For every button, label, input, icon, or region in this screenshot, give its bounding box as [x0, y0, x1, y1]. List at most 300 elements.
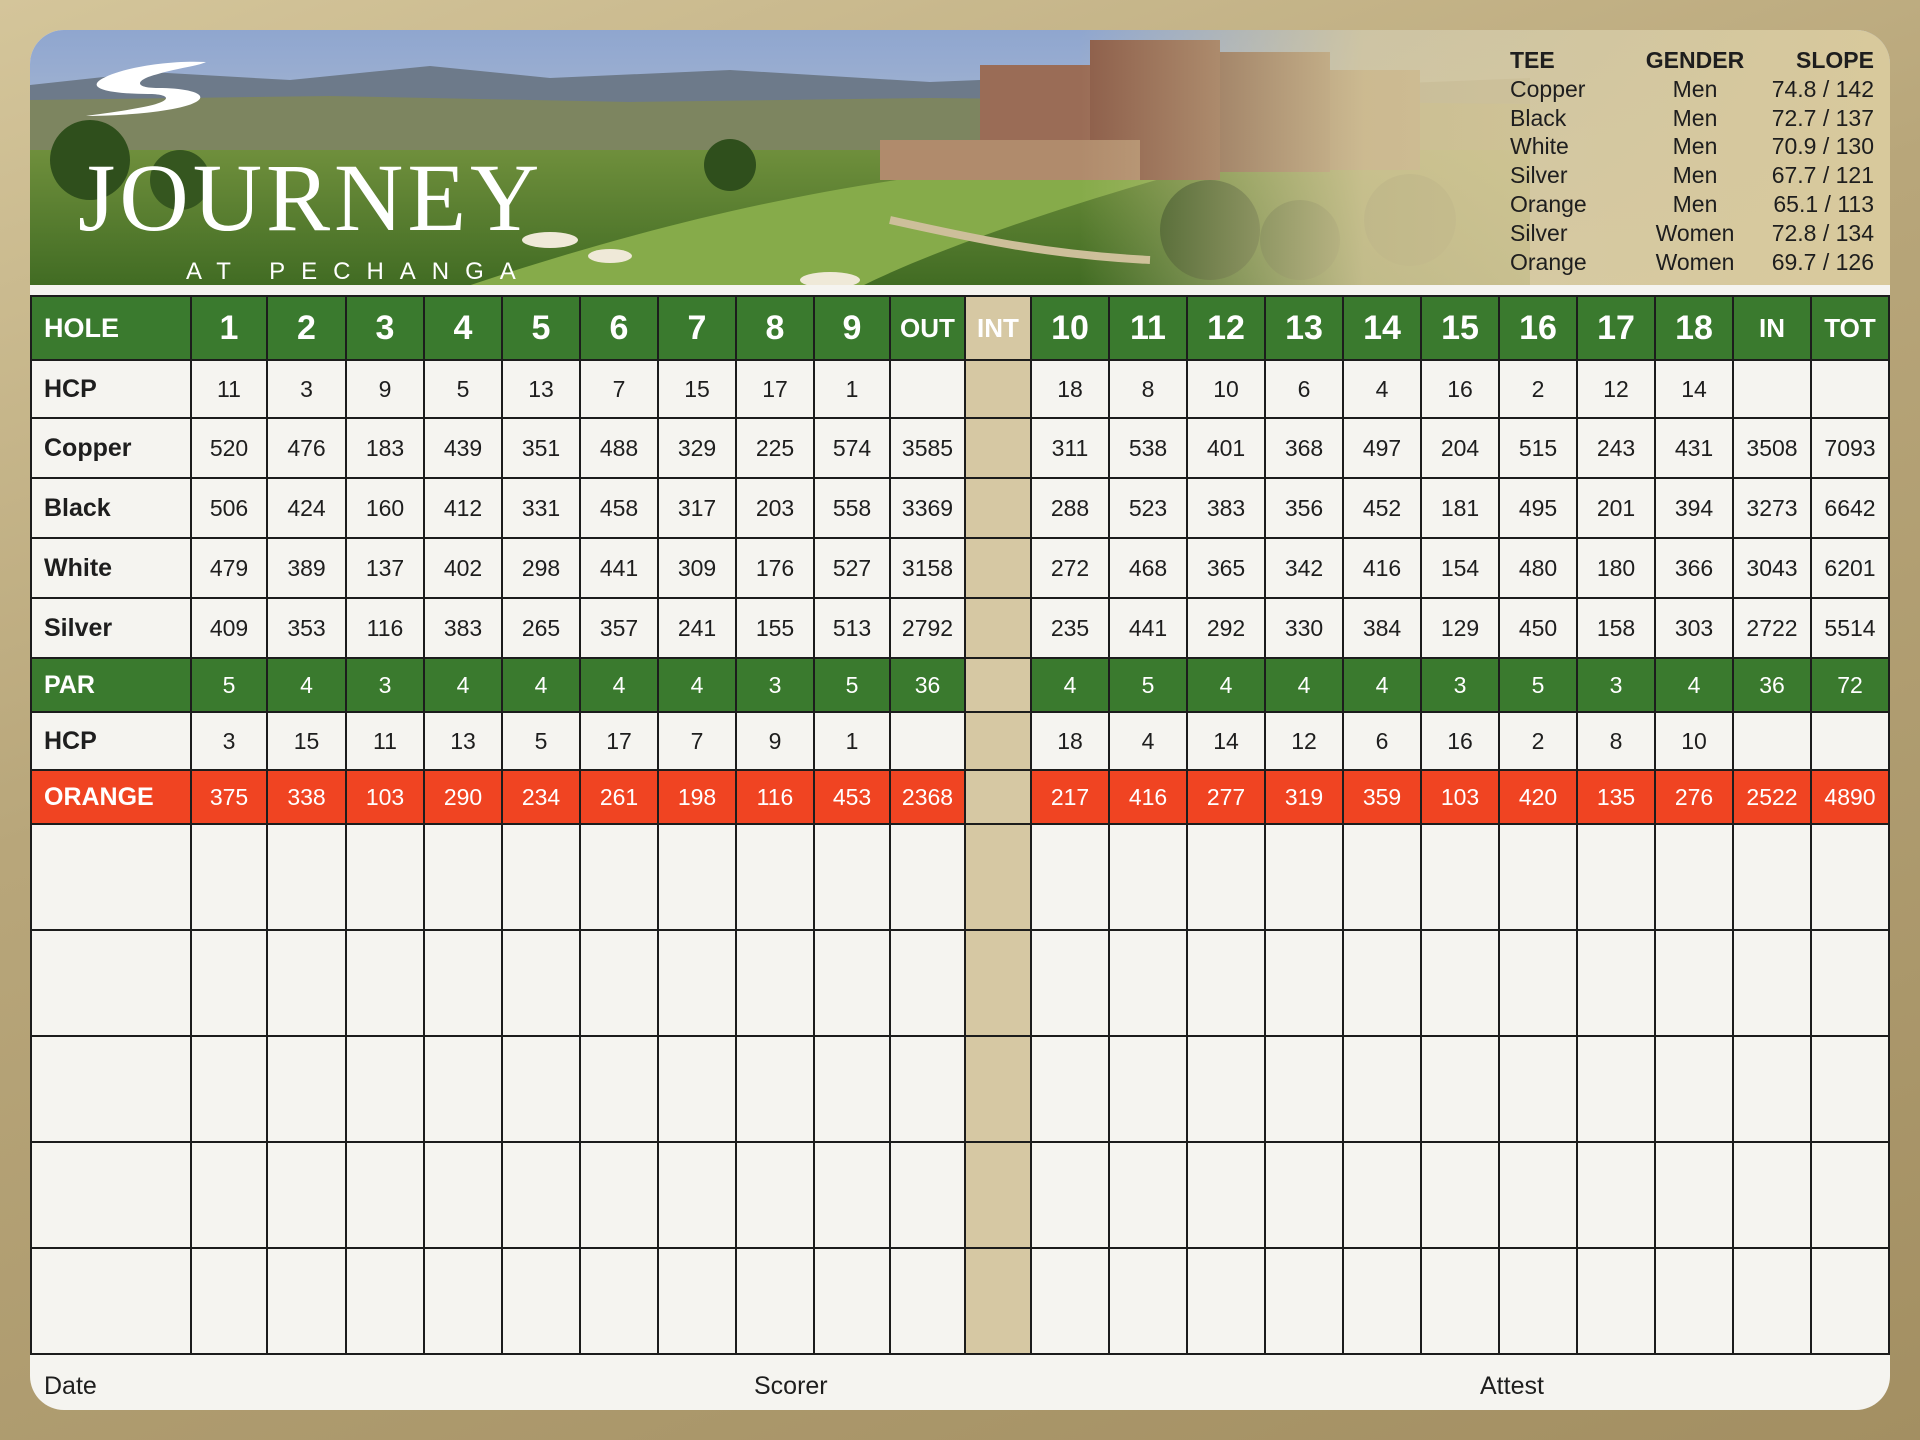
score-entry-cell[interactable]: [1343, 1036, 1421, 1142]
score-cell: 154: [1421, 538, 1499, 598]
score-cell: 11: [191, 360, 267, 418]
score-entry-cell[interactable]: [424, 930, 502, 1036]
score-cell: 452: [1343, 478, 1421, 538]
score-entry-cell[interactable]: [890, 1248, 965, 1354]
score-cell: 16: [1499, 296, 1577, 360]
score-entry-cell[interactable]: [1655, 1248, 1733, 1354]
score-cell: 488: [580, 418, 658, 478]
score-entry-cell[interactable]: [191, 1248, 267, 1354]
score-entry-cell[interactable]: [424, 1248, 502, 1354]
score-cell: 276: [1655, 770, 1733, 824]
orange-tee-row: [31, 770, 1889, 824]
score-cell: 116: [736, 770, 814, 824]
slope-gender: Men: [1672, 75, 1718, 102]
slope-row: [1506, 190, 1890, 219]
score-cell: 103: [346, 770, 424, 824]
score-entry-cell[interactable]: [1343, 1248, 1421, 1354]
score-table: [30, 295, 1890, 1355]
score-entry-cell[interactable]: [31, 824, 191, 930]
score-cell: 458: [580, 478, 658, 538]
slope-value: 70.9 / 130: [1771, 133, 1874, 160]
score-entry-cell[interactable]: [1577, 930, 1655, 1036]
score-cell: 2722: [1733, 598, 1811, 658]
score-cell: 7093: [1811, 418, 1889, 478]
handicap-row-women: [31, 712, 1889, 770]
score-cell: [965, 658, 1031, 712]
score-cell: 15: [1421, 296, 1499, 360]
score-cell: 36: [1733, 658, 1811, 712]
slope-value: 72.7 / 137: [1771, 104, 1874, 131]
score-entry-cell[interactable]: [580, 930, 658, 1036]
score-cell: 409: [191, 598, 267, 658]
score-entry-cell[interactable]: [1265, 1248, 1343, 1354]
score-entry-cell[interactable]: [1733, 1036, 1811, 1142]
score-cell: 3273: [1733, 478, 1811, 538]
score-cell: 11: [346, 712, 424, 770]
score-entry-cell[interactable]: [1031, 930, 1109, 1036]
score-entry-cell[interactable]: [1733, 1248, 1811, 1354]
score-cell: 453: [814, 770, 890, 824]
score-cell: 5: [191, 658, 267, 712]
score-cell: 18: [1031, 712, 1109, 770]
score-entry-cell[interactable]: [1577, 1248, 1655, 1354]
score-entry-cell[interactable]: [424, 1036, 502, 1142]
score-cell: [1811, 712, 1889, 770]
score-entry-cell[interactable]: [267, 1142, 346, 1248]
score-entry-cell[interactable]: [1421, 824, 1499, 930]
score-cell: 311: [1031, 418, 1109, 478]
score-cell: 424: [267, 478, 346, 538]
score-entry-cell[interactable]: [658, 1036, 736, 1142]
score-cell: 527: [814, 538, 890, 598]
score-cell: [890, 712, 965, 770]
yardage-row: [31, 478, 1889, 538]
score-entry-cell[interactable]: [1421, 1142, 1499, 1248]
score-cell: 217: [1031, 770, 1109, 824]
player-score-row[interactable]: [31, 1248, 1889, 1354]
score-cell: 2522: [1733, 770, 1811, 824]
score-entry-cell[interactable]: [580, 1248, 658, 1354]
score-cell: 359: [1343, 770, 1421, 824]
score-cell: 574: [814, 418, 890, 478]
score-entry-cell[interactable]: [736, 1142, 814, 1248]
score-cell: [965, 418, 1031, 478]
score-cell: 3585: [890, 418, 965, 478]
row-label: HCP: [31, 712, 191, 770]
score-cell: 4: [1655, 658, 1733, 712]
score-cell: 416: [1109, 770, 1187, 824]
score-entry-cell[interactable]: [1031, 824, 1109, 930]
score-entry-cell[interactable]: [1031, 1036, 1109, 1142]
handicap-row-men: [31, 360, 1889, 418]
score-cell: 10: [1031, 296, 1109, 360]
score-entry-cell[interactable]: [346, 930, 424, 1036]
score-cell: 2: [1499, 712, 1577, 770]
score-entry-cell[interactable]: [1655, 824, 1733, 930]
score-cell: 495: [1499, 478, 1577, 538]
score-cell: 18: [1655, 296, 1733, 360]
score-entry-cell: [965, 1248, 1031, 1354]
score-cell: 394: [1655, 478, 1733, 538]
score-cell: 476: [267, 418, 346, 478]
score-entry-cell[interactable]: [1733, 824, 1811, 930]
score-cell: 241: [658, 598, 736, 658]
row-label: PAR: [31, 658, 191, 712]
score-cell: 441: [580, 538, 658, 598]
score-cell: 272: [1031, 538, 1109, 598]
score-cell: 402: [424, 538, 502, 598]
score-entry-cell[interactable]: [1499, 1036, 1577, 1142]
score-cell: 4: [1265, 658, 1343, 712]
score-entry-cell[interactable]: [267, 824, 346, 930]
score-entry-cell[interactable]: [814, 824, 890, 930]
score-entry-cell[interactable]: [1811, 1142, 1889, 1248]
score-entry-cell[interactable]: [346, 1248, 424, 1354]
score-cell: [965, 538, 1031, 598]
score-cell: 288: [1031, 478, 1109, 538]
score-cell: 506: [191, 478, 267, 538]
score-entry-cell[interactable]: [1655, 930, 1733, 1036]
score-entry-cell[interactable]: [1811, 930, 1889, 1036]
score-entry-cell[interactable]: [502, 930, 580, 1036]
score-cell: 450: [1499, 598, 1577, 658]
score-cell: 12: [1577, 360, 1655, 418]
row-label: HOLE: [31, 296, 191, 360]
score-entry-cell[interactable]: [1421, 930, 1499, 1036]
score-entry-cell[interactable]: [191, 930, 267, 1036]
score-cell: 3: [346, 658, 424, 712]
slope-row: [1506, 161, 1890, 190]
score-entry-cell[interactable]: [267, 930, 346, 1036]
score-cell: 15: [658, 360, 736, 418]
score-cell: 366: [1655, 538, 1733, 598]
player-score-row[interactable]: [31, 824, 1889, 930]
score-entry-cell[interactable]: [1265, 1142, 1343, 1248]
score-entry-cell: [965, 1036, 1031, 1142]
score-cell: 9: [736, 712, 814, 770]
score-cell: 176: [736, 538, 814, 598]
score-entry-cell[interactable]: [814, 1036, 890, 1142]
score-entry-cell[interactable]: [1499, 1142, 1577, 1248]
score-cell: 13: [502, 360, 580, 418]
score-entry-cell[interactable]: [1499, 930, 1577, 1036]
score-cell: 8: [736, 296, 814, 360]
score-entry-cell[interactable]: [1343, 1142, 1421, 1248]
score-entry-cell[interactable]: [1421, 1248, 1499, 1354]
score-cell: 14: [1187, 712, 1265, 770]
score-cell: 2: [1499, 360, 1577, 418]
score-cell: 303: [1655, 598, 1733, 658]
score-cell: 1: [191, 296, 267, 360]
score-cell: 480: [1499, 538, 1577, 598]
score-cell: 401: [1187, 418, 1265, 478]
slope-header-slope: SLOPE: [1796, 47, 1874, 73]
score-entry-cell[interactable]: [814, 930, 890, 1036]
score-cell: 158: [1577, 598, 1655, 658]
score-cell: 3158: [890, 538, 965, 598]
score-cell: 17: [1577, 296, 1655, 360]
slope-tee: Orange: [1510, 248, 1587, 275]
score-cell: 368: [1265, 418, 1343, 478]
score-cell: 7: [580, 360, 658, 418]
score-cell: 16: [1421, 712, 1499, 770]
row-label: HCP: [31, 360, 191, 418]
score-cell: 160: [346, 478, 424, 538]
score-entry-cell[interactable]: [502, 1036, 580, 1142]
score-entry-cell[interactable]: [1265, 824, 1343, 930]
score-cell: 2792: [890, 598, 965, 658]
score-cell: INT: [965, 296, 1031, 360]
slope-value: 72.8 / 134: [1771, 219, 1874, 246]
slope-header-row: [1506, 46, 1890, 75]
score-cell: OUT: [890, 296, 965, 360]
score-entry-cell[interactable]: [658, 824, 736, 930]
score-cell: 137: [346, 538, 424, 598]
score-cell: 14: [1655, 360, 1733, 418]
score-entry-cell[interactable]: [1811, 1248, 1889, 1354]
score-entry-cell[interactable]: [1187, 1248, 1265, 1354]
player-score-row[interactable]: [31, 930, 1889, 1036]
score-cell: 383: [424, 598, 502, 658]
score-cell: 18: [1031, 360, 1109, 418]
score-cell: 338: [267, 770, 346, 824]
score-cell: 13: [1265, 296, 1343, 360]
score-cell: 6: [580, 296, 658, 360]
slope-tee: Copper: [1510, 75, 1586, 102]
score-cell: 7: [658, 712, 736, 770]
score-cell: 3043: [1733, 538, 1811, 598]
score-entry-cell[interactable]: [1733, 1142, 1811, 1248]
score-cell: 10: [1187, 360, 1265, 418]
slope-gender: Men: [1672, 104, 1718, 131]
signature-footer: [30, 1358, 1890, 1410]
slope-gender: Women: [1655, 248, 1735, 275]
score-entry-cell[interactable]: [1187, 1142, 1265, 1248]
score-cell: 3: [1421, 658, 1499, 712]
score-cell: 103: [1421, 770, 1499, 824]
score-entry-cell[interactable]: [31, 1036, 191, 1142]
score-cell: 329: [658, 418, 736, 478]
score-entry-cell[interactable]: [1655, 1142, 1733, 1248]
slope-tee: White: [1510, 133, 1569, 160]
row-label: Copper: [31, 418, 191, 478]
slope-row: [1506, 75, 1890, 104]
score-cell: 342: [1265, 538, 1343, 598]
score-cell: 298: [502, 538, 580, 598]
score-entry-cell[interactable]: [267, 1036, 346, 1142]
score-entry-cell[interactable]: [1031, 1142, 1109, 1248]
score-cell: 3: [736, 658, 814, 712]
score-entry-cell[interactable]: [31, 1248, 191, 1354]
score-entry-cell[interactable]: [267, 1248, 346, 1354]
scorecard: [30, 30, 1890, 1410]
score-cell: 330: [1265, 598, 1343, 658]
score-entry-cell[interactable]: [346, 824, 424, 930]
player-score-row[interactable]: [31, 1142, 1889, 1248]
score-entry-cell[interactable]: [502, 824, 580, 930]
score-cell: 538: [1109, 418, 1187, 478]
slope-value: 67.7 / 121: [1771, 162, 1874, 189]
score-cell: 309: [658, 538, 736, 598]
score-entry-cell: [965, 824, 1031, 930]
score-entry-cell[interactable]: [1343, 824, 1421, 930]
score-cell: 17: [580, 712, 658, 770]
score-cell: 135: [1577, 770, 1655, 824]
score-entry-cell[interactable]: [1109, 930, 1187, 1036]
score-cell: 351: [502, 418, 580, 478]
score-cell: [890, 360, 965, 418]
player-score-row[interactable]: [31, 1036, 1889, 1142]
score-entry-cell[interactable]: [346, 1142, 424, 1248]
score-entry-cell[interactable]: [1499, 824, 1577, 930]
score-entry-cell[interactable]: [1031, 1248, 1109, 1354]
slope-value: 74.8 / 142: [1771, 75, 1874, 102]
logo-subtitle: AT PECHANGA: [186, 258, 532, 285]
score-cell: 277: [1187, 770, 1265, 824]
score-entry-cell[interactable]: [1499, 1248, 1577, 1354]
score-cell: 5: [502, 296, 580, 360]
attest-label: Attest: [1480, 1372, 1544, 1400]
score-entry-cell[interactable]: [1733, 930, 1811, 1036]
score-cell: 7: [658, 296, 736, 360]
score-cell: 420: [1499, 770, 1577, 824]
score-entry-cell[interactable]: [31, 930, 191, 1036]
score-entry-cell[interactable]: [890, 930, 965, 1036]
score-cell: 319: [1265, 770, 1343, 824]
score-entry-cell[interactable]: [1577, 1142, 1655, 1248]
score-entry-cell[interactable]: [1811, 1036, 1889, 1142]
score-cell: 4: [1343, 360, 1421, 418]
score-cell: 11: [1109, 296, 1187, 360]
hole-number-row: [31, 296, 1889, 360]
score-cell: 243: [1577, 418, 1655, 478]
score-cell: 12: [1187, 296, 1265, 360]
score-entry-cell[interactable]: [31, 1142, 191, 1248]
score-entry-cell[interactable]: [580, 1036, 658, 1142]
score-entry-cell[interactable]: [1109, 1036, 1187, 1142]
score-entry-cell[interactable]: [1187, 930, 1265, 1036]
score-entry-cell[interactable]: [1655, 1036, 1733, 1142]
score-entry-cell[interactable]: [1343, 930, 1421, 1036]
river-swoosh-icon: [78, 58, 218, 118]
score-cell: 3: [1577, 658, 1655, 712]
score-entry-cell[interactable]: [191, 824, 267, 930]
score-entry-cell[interactable]: [191, 1036, 267, 1142]
score-cell: 6201: [1811, 538, 1889, 598]
score-entry-cell[interactable]: [580, 824, 658, 930]
slope-header-gender: GENDER: [1645, 47, 1745, 73]
slope-value: 69.7 / 126: [1771, 248, 1874, 275]
score-cell: 384: [1343, 598, 1421, 658]
score-cell: 4: [267, 658, 346, 712]
score-entry-cell[interactable]: [1811, 824, 1889, 930]
score-cell: 2368: [890, 770, 965, 824]
score-entry-cell[interactable]: [580, 1142, 658, 1248]
score-entry-cell[interactable]: [658, 1142, 736, 1248]
score-entry-cell[interactable]: [890, 824, 965, 930]
score-entry-cell[interactable]: [1421, 1036, 1499, 1142]
score-cell: 412: [424, 478, 502, 538]
score-cell: 72: [1811, 658, 1889, 712]
score-entry-cell[interactable]: [424, 1142, 502, 1248]
score-cell: 4: [502, 658, 580, 712]
scorer-label: Scorer: [754, 1372, 828, 1400]
yardage-row: [31, 418, 1889, 478]
score-entry-cell[interactable]: [736, 824, 814, 930]
score-entry-cell[interactable]: [736, 930, 814, 1036]
score-entry-cell[interactable]: [890, 1036, 965, 1142]
score-entry-cell[interactable]: [1109, 1248, 1187, 1354]
score-cell: 4: [424, 296, 502, 360]
score-entry-cell[interactable]: [1265, 930, 1343, 1036]
score-cell: 6: [1343, 712, 1421, 770]
tee-slope-panel: [1506, 46, 1890, 292]
score-entry-cell[interactable]: [1265, 1036, 1343, 1142]
score-entry-cell[interactable]: [346, 1036, 424, 1142]
slope-gender: Men: [1672, 162, 1718, 189]
score-cell: 4: [424, 658, 502, 712]
score-entry-cell[interactable]: [424, 824, 502, 930]
score-entry-cell[interactable]: [814, 1142, 890, 1248]
row-label: Silver: [31, 598, 191, 658]
score-cell: 375: [191, 770, 267, 824]
score-cell: 265: [502, 598, 580, 658]
score-cell: [965, 360, 1031, 418]
score-cell: 4: [658, 658, 736, 712]
slope-tee: Orange: [1510, 190, 1587, 217]
score-entry-cell[interactable]: [736, 1248, 814, 1354]
score-cell: 5: [1499, 658, 1577, 712]
score-entry-cell[interactable]: [890, 1142, 965, 1248]
score-cell: 10: [1655, 712, 1733, 770]
score-entry-cell[interactable]: [658, 1248, 736, 1354]
score-cell: 9: [346, 360, 424, 418]
score-cell: 317: [658, 478, 736, 538]
score-cell: 558: [814, 478, 890, 538]
slope-row: [1506, 132, 1890, 161]
score-entry-cell[interactable]: [1577, 1036, 1655, 1142]
score-entry-cell[interactable]: [191, 1142, 267, 1248]
score-entry-cell[interactable]: [814, 1248, 890, 1354]
score-cell: 3: [191, 712, 267, 770]
score-entry-cell[interactable]: [1187, 1036, 1265, 1142]
score-entry-cell[interactable]: [1109, 824, 1187, 930]
score-cell: 16: [1421, 360, 1499, 418]
score-entry-cell[interactable]: [1187, 824, 1265, 930]
score-cell: [965, 478, 1031, 538]
course-banner: [30, 30, 1890, 292]
score-cell: 116: [346, 598, 424, 658]
score-entry-cell[interactable]: [502, 1142, 580, 1248]
score-cell: 4: [1109, 712, 1187, 770]
score-cell: 513: [814, 598, 890, 658]
score-cell: 383: [1187, 478, 1265, 538]
score-entry-cell[interactable]: [502, 1248, 580, 1354]
score-cell: 234: [502, 770, 580, 824]
score-cell: 357: [580, 598, 658, 658]
row-label: ORANGE: [31, 770, 191, 824]
score-cell: 4: [1187, 658, 1265, 712]
score-entry-cell[interactable]: [658, 930, 736, 1036]
score-entry-cell[interactable]: [736, 1036, 814, 1142]
score-entry-cell[interactable]: [1109, 1142, 1187, 1248]
score-entry-cell[interactable]: [1577, 824, 1655, 930]
score-cell: 15: [267, 712, 346, 770]
score-cell: 1: [814, 712, 890, 770]
score-cell: 3508: [1733, 418, 1811, 478]
score-cell: 292: [1187, 598, 1265, 658]
score-cell: [965, 770, 1031, 824]
